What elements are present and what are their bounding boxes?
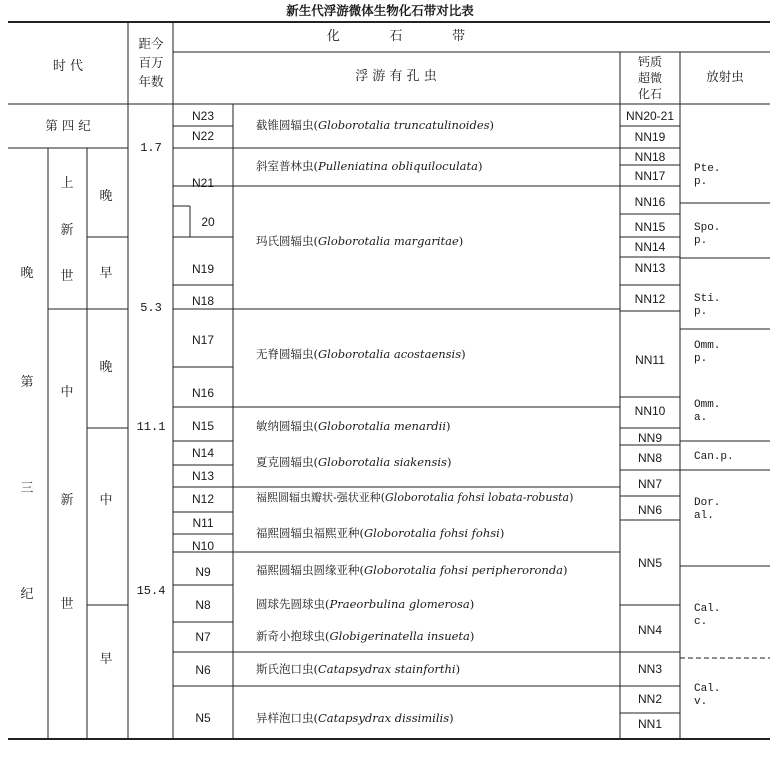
epoch-pliocene-2: 新	[60, 223, 74, 238]
nn-zone: NN12	[634, 292, 666, 306]
rad-zone: Can.p.	[694, 451, 734, 463]
species-latin: Globorotalia fohsi fohsi	[364, 526, 500, 540]
species-latin: Pulleniatina obliquiloculata	[318, 159, 479, 173]
n-zone: N22	[191, 129, 215, 143]
rad-zone: Cal. c.	[694, 603, 721, 628]
age-1-7: 1.7	[140, 141, 162, 155]
nn-zone: NN11	[635, 353, 665, 367]
period-quaternary: 第 四 纪	[45, 118, 91, 133]
period-tertiary-1: 第	[20, 375, 34, 390]
species-cn: 异样泡口虫	[256, 711, 314, 725]
nn-zone: NN20-21	[625, 109, 675, 123]
n-zone: N19	[191, 262, 215, 276]
species-row: 截锥圆辐虫(Globorotalia truncatulinoides)	[256, 118, 495, 132]
nn-zone: NN7	[637, 477, 663, 491]
n-zone: N5	[195, 711, 211, 725]
species-latin: Globigerinatella insueta	[329, 629, 470, 643]
nn-zone: NN6	[637, 503, 663, 517]
species-latin: Catapsydrax dissimilis	[318, 711, 450, 725]
species-latin: Globorotalia fohsi peripheroronda	[364, 563, 564, 577]
nn-zone: NN10	[634, 404, 666, 418]
table-title: 新生代浮游微体生物化石带对比表	[286, 3, 474, 18]
rad-zone: Pte. p.	[694, 163, 721, 188]
n-zone: N7	[195, 630, 211, 644]
rad-zone: Omm. a.	[694, 399, 721, 424]
n-zone: N11	[192, 516, 214, 530]
epoch-miocene-3: 世	[60, 597, 74, 612]
n-zone: N8	[195, 598, 211, 612]
species-cn: 斜室普林虫	[256, 159, 314, 173]
species-row: 敏纳圆辐虫(Globorotalia menardii)	[256, 419, 451, 433]
species-row: 圆球先圆球虫(Praeorbulina glomerosa)	[256, 597, 475, 611]
header-fossil-zone: 化 石 带	[326, 29, 466, 44]
species-row: 无脊圆辐虫(Globorotalia acostaensis)	[256, 347, 466, 361]
nn-zone: NN3	[637, 662, 663, 676]
species-latin: Globorotalia margaritae	[318, 234, 459, 248]
n-zone: N12	[191, 492, 215, 506]
species-row: 玛氏圆辐虫(Globorotalia margaritae)	[256, 234, 464, 248]
subepoch-mio-mid: 中	[99, 493, 113, 508]
n-zone: N13	[191, 469, 215, 483]
period-tertiary-2: 三	[20, 481, 34, 496]
species-cn: 福熙圆辐虫瓣状-强状亚种	[256, 491, 381, 504]
species-cn: 玛氏圆辐虫	[256, 234, 314, 248]
species-row: 福熙圆辐虫圆缘亚种(Globorotalia fohsi peripheroronda)	[256, 563, 568, 577]
species-cn: 新奇小抱球虫	[256, 629, 325, 643]
species-latin: Globorotalia siakensis	[318, 455, 447, 469]
species-row: 新奇小抱球虫(Globigerinatella insueta)	[256, 629, 475, 643]
subepoch-mio-early: 早	[99, 652, 113, 667]
nn-zone: NN4	[637, 623, 663, 637]
n-zone: N6	[195, 663, 211, 677]
n-zone: N18	[191, 294, 215, 308]
species-cn: 截锥圆辐虫	[256, 118, 314, 132]
nn-zone: NN2	[637, 692, 663, 706]
nn-zone: NN13	[634, 261, 666, 275]
header-radiolaria: 放射虫	[706, 69, 744, 84]
nn-zone: NN5	[637, 556, 663, 570]
period-late: 晚	[20, 266, 34, 281]
n-zone: N16	[191, 386, 215, 400]
subepoch-plio-early: 早	[99, 266, 113, 281]
nn-zone: NN8	[637, 451, 663, 465]
species-cn: 夏克圆辐虫	[256, 455, 314, 469]
rad-zone: Cal. v.	[694, 683, 721, 708]
n-zone: N15	[191, 419, 215, 433]
epoch-pliocene-1: 上	[60, 176, 74, 191]
rad-zone: Omm. p.	[694, 340, 721, 365]
species-latin: Globorotalia acostaensis	[318, 347, 462, 361]
nn-zone: NN17	[634, 169, 666, 183]
species-row: 福熙圆辐虫瓣状-强状亚种(Globorotalia fohsi lobata-robusta)	[256, 491, 574, 504]
nn-zone: NN16	[634, 195, 666, 209]
header-nanno: 钙质 超微 化石	[637, 55, 663, 101]
species-latin: Globorotalia truncatulinoides	[318, 118, 490, 132]
nn-zone: NN14	[634, 240, 666, 254]
n-zone: N23	[191, 109, 215, 123]
subepoch-mio-late: 晚	[99, 360, 113, 375]
nn-zone: NN9	[637, 431, 663, 445]
species-row: 夏克圆辐虫(Globorotalia siakensis)	[256, 455, 452, 469]
age-15-4: 15.4	[136, 584, 166, 598]
rad-zone: Spo. p.	[694, 222, 721, 247]
species-cn: 敏纳圆辐虫	[256, 419, 314, 433]
age-11-1: 11.1	[136, 420, 166, 434]
nn-zone: NN1	[637, 717, 663, 731]
n-zone: N21	[191, 176, 215, 190]
epoch-miocene-2: 新	[60, 493, 74, 508]
species-cn: 无脊圆辐虫	[256, 347, 314, 361]
species-row: 异样泡口虫(Catapsydrax dissimilis)	[256, 711, 454, 725]
period-tertiary-3: 纪	[20, 587, 34, 602]
species-latin: Globorotalia menardii	[318, 419, 447, 433]
epoch-pliocene-3: 世	[60, 269, 74, 284]
rad-zone: Sti. p.	[694, 293, 721, 318]
nn-zone: NN18	[634, 150, 666, 164]
species-cn: 福熙圆辐虫福熙亚种	[256, 526, 360, 540]
n-zone: 20	[201, 215, 215, 229]
species-row: 福熙圆辐虫福熙亚种(Globorotalia fohsi fohsi)	[256, 526, 505, 540]
species-cn: 斯氏泡口虫	[256, 662, 314, 676]
n-zone: N14	[191, 446, 215, 460]
species-latin: Catapsydrax stainforthi	[318, 662, 456, 676]
species-cn: 福熙圆辐虫圆缘亚种	[256, 563, 360, 577]
species-row: 斜室普林虫(Pulleniatina obliquiloculata)	[256, 159, 483, 173]
subepoch-plio-late: 晚	[99, 189, 113, 204]
epoch-miocene-1: 中	[60, 385, 74, 400]
n-zone: N9	[195, 565, 211, 579]
header-ma: 距今 百万 年数	[138, 36, 164, 89]
age-5-3: 5.3	[140, 301, 162, 315]
n-zone: N10	[191, 539, 215, 553]
species-latin: Praeorbulina glomerosa	[329, 597, 470, 611]
nn-zone: NN15	[634, 220, 666, 234]
species-row: 斯氏泡口虫(Catapsydrax stainforthi)	[256, 662, 461, 676]
n-zone: N17	[191, 333, 215, 347]
species-latin: Globorotalia fohsi lobata-robusta	[385, 491, 570, 504]
rad-zone: Dor. al.	[694, 497, 721, 522]
header-foram: 浮 游 有 孔 虫	[355, 69, 437, 84]
nn-zone: NN19	[634, 130, 666, 144]
header-era: 时 代	[52, 59, 84, 74]
species-cn: 圆球先圆球虫	[256, 597, 325, 611]
